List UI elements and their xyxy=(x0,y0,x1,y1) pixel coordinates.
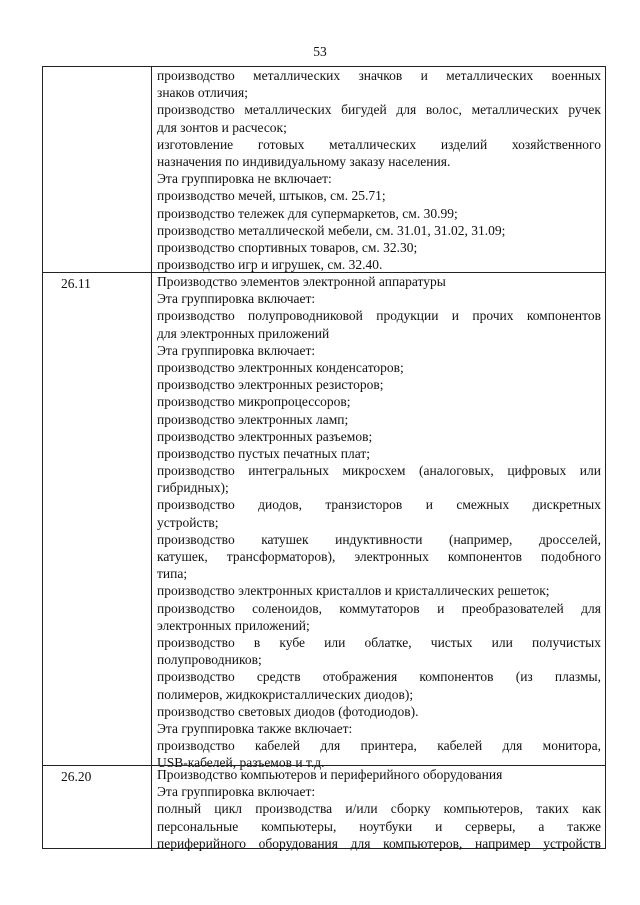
description-line: устройств; xyxy=(157,514,219,530)
description-line: Эта группировка включает: xyxy=(157,784,316,800)
description-line: Производство компьютеров и периферийного оборудования xyxy=(157,767,503,782)
table-row xyxy=(43,765,605,850)
description-line: Эта группировка также включает: xyxy=(157,720,353,736)
table-row xyxy=(43,272,605,771)
description-line: производство электронных разъемов; xyxy=(157,428,373,444)
description-line: производство электронных кристаллов и кристаллических решеток; xyxy=(157,583,550,599)
description-line: производство игр и игрушек, см. 32.40. xyxy=(157,257,383,273)
description-line: знаков отличия; xyxy=(157,85,248,101)
description-line: производство кабелей для принтера, кабелей для монитора, xyxy=(157,738,601,754)
description-line: производство металлической мебели, см. 31.01, 31.02, 31.09; xyxy=(157,222,506,238)
description-line: Эта группировка включает: xyxy=(157,291,316,307)
page-number: 53 xyxy=(313,44,327,59)
description-line: производство мечей, штыков, см. 25.71; xyxy=(157,188,386,204)
classification-table xyxy=(42,66,606,849)
description-line: производство электронных конденсаторов; xyxy=(157,359,404,375)
code-cell: 26.20 xyxy=(61,769,92,784)
description-line: типа; xyxy=(157,566,188,582)
description-line: для зонтов и расчесок; xyxy=(157,119,287,135)
description-line: USB-кабелей, разъемов и т.д. xyxy=(157,755,325,771)
description-line: Производство элементов электронной аппаратуры xyxy=(157,274,446,289)
description-cell xyxy=(157,766,601,852)
description-line: производство диодов, транзисторов и смежных дискретных xyxy=(157,497,601,513)
description-line: назначения по индивидуальному заказу населения. xyxy=(157,153,451,169)
description-line: катушек, трансформаторов), электронных компонентов подобного xyxy=(157,549,601,564)
description-line: производство спортивных товаров, см. 32.30; xyxy=(157,239,418,255)
description-line: производство металлических бигудей для волос, металлических ручек xyxy=(157,102,601,118)
description-line: полупроводников; xyxy=(157,652,262,668)
code-cell: 26.11 xyxy=(61,276,91,291)
description-line: полный цикл производства и/или сборку компьютеров, таких как xyxy=(157,801,601,817)
description-line: производство электронных ламп; xyxy=(157,411,349,427)
description-line: производство световых диодов (фотодиодов). xyxy=(157,703,419,719)
description-line: Эта группировка не включает: xyxy=(157,171,332,187)
description-line: производство в кубе или облатке, чистых или получистых xyxy=(157,634,601,650)
description-line: периферийного оборудования для компьютеров, например устройств xyxy=(157,835,601,851)
description-line: производство соленоидов, коммутаторов и преобразователей для xyxy=(157,600,601,616)
description-line: персональные компьютеры, ноутбуки и серверы, а также xyxy=(157,818,601,834)
description-line: электронных приложений; xyxy=(157,617,310,633)
description-line: производство металлических значков и металлических военных xyxy=(157,68,601,83)
description-line: производство интегральных микросхем (аналоговых, цифровых или xyxy=(157,463,601,479)
description-line: Эта группировка включает: xyxy=(157,342,316,358)
description-line: гибридных); xyxy=(157,480,229,496)
description-cell xyxy=(157,67,601,273)
description-line: производство пустых печатных плат; xyxy=(157,445,371,461)
description-line: для электронных приложений xyxy=(157,325,330,341)
description-line: производство катушек индуктивности (например, дросселей, xyxy=(157,531,601,547)
table-row xyxy=(43,67,605,272)
description-line: производство электронных резисторов; xyxy=(157,377,384,393)
description-cell xyxy=(157,273,601,771)
description-line: производство средств отображения компонентов (из плазмы, xyxy=(157,669,601,685)
description-line: производство полупроводниковой продукции и прочих компонентов xyxy=(157,308,601,324)
description-line: полимеров, жидкокристаллических диодов); xyxy=(157,686,414,702)
description-line: изготовление готовых металлических изделий хозяйственного xyxy=(157,136,601,152)
description-line: производство тележек для супермаркетов, см. 30.99; xyxy=(157,205,458,221)
description-line: производство микропроцессоров; xyxy=(157,394,351,410)
